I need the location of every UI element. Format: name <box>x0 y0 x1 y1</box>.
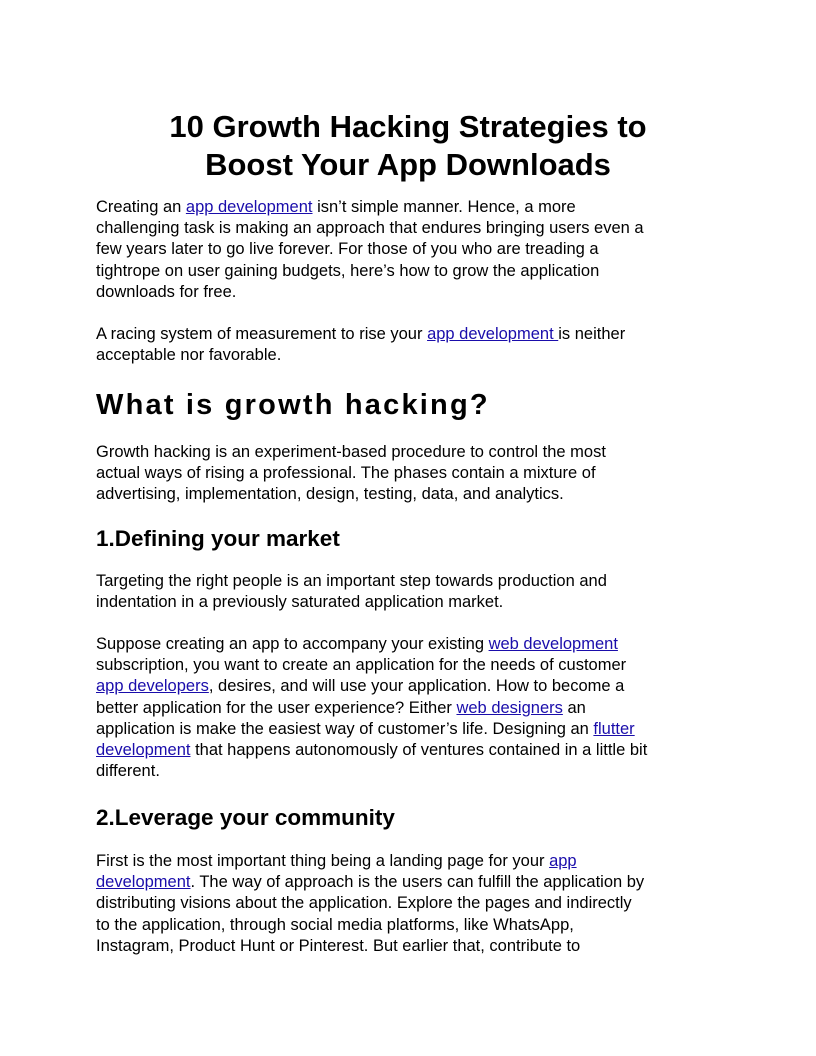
intro-text: isn’t simple manner. Hence, a more <box>312 198 576 216</box>
step2-text: First is the most important thing being a landing page for your <box>96 852 550 870</box>
flutter-development-link[interactable]: flutter <box>593 719 635 738</box>
intro-text: Creating an <box>96 198 186 216</box>
intro-line-3: few years later to go live forever. For those of you who are treading a <box>96 240 599 259</box>
racing-text: A racing system of measurement to rise your <box>96 325 428 343</box>
app-development-link[interactable]: development <box>96 873 191 892</box>
step1-text: application is make the easiest way of customer’s life. Designing an <box>96 719 594 738</box>
step1-p2-line-1 <box>96 634 726 655</box>
racing-text: is neither <box>558 325 626 343</box>
page-title <box>96 108 720 184</box>
step1-p2-line-3 <box>96 676 726 697</box>
racing-line-1 <box>96 324 726 345</box>
intro-line-2: challenging task is making an approach that endures bringing users even a <box>96 219 644 238</box>
intro-line-5: downloads for free. <box>96 282 237 301</box>
intro-line-4: tightrope on user gaining budgets, here’s how to grow the application <box>96 261 600 280</box>
step2-line-3: distributing visions about the application. Explore the pages and indirectly <box>96 894 632 913</box>
racing-line-2: acceptable nor favorable. <box>96 346 282 365</box>
title-line-2: Boost Your App Downloads <box>205 147 611 182</box>
step-1-paragraph-2 <box>96 634 726 782</box>
step1-text: better application for the user experience? Either <box>96 698 457 717</box>
growth-line-1: Growth hacking is an experiment-based procedure to control the most <box>96 443 606 461</box>
step1-p1-line-2: indentation in a previously saturated application market. <box>96 593 504 612</box>
step1-p2-line-4 <box>96 698 726 719</box>
step1-text: Suppose creating an app to accompany your existing <box>96 635 489 653</box>
step2-line-4: to the application, through social media platforms, like WhatsApp, <box>96 915 574 934</box>
app-developers-link[interactable]: app developers <box>96 677 209 696</box>
step-1-paragraph-1 <box>96 571 726 613</box>
app-development-link[interactable]: app <box>549 852 577 870</box>
step1-text: , desires, and will use your application. How to become a <box>208 677 625 696</box>
growth-line-3: advertising, implementation, design, testing, data, and analytics. <box>96 485 564 504</box>
app-development-link[interactable]: app development <box>185 198 313 216</box>
step-2-paragraph <box>96 851 726 957</box>
section-heading-growth-hacking: What is growth hacking? <box>96 389 490 421</box>
step1-p2-line-7: different. <box>96 762 160 781</box>
step2-line-1 <box>96 851 726 872</box>
web-designers-link[interactable]: web designers <box>456 698 563 717</box>
web-development-link[interactable]: web development <box>488 635 618 653</box>
step1-text: an <box>562 698 586 717</box>
step-1-heading: 1.Defining your market <box>96 526 340 551</box>
growth-paragraph <box>96 442 726 506</box>
step2-line-5: Instagram, Product Hunt or Pinterest. But earlier that, contribute to <box>96 936 581 955</box>
step1-p2-line-6 <box>96 740 726 761</box>
step1-p1-line-1: Targeting the right people is an important step towards production and <box>96 572 607 590</box>
step1-p2-line-5 <box>96 719 726 740</box>
step-2-heading: 2.Leverage your community <box>96 805 395 830</box>
growth-line-2: actual ways of rising a professional. The phases contain a mixture of <box>96 464 596 483</box>
intro-line-1 <box>96 197 726 218</box>
step1-p2-line-2: subscription, you want to create an application for the needs of customer <box>96 656 627 675</box>
intro-paragraph <box>96 197 726 303</box>
title-line-1: 10 Growth Hacking Strategies to <box>169 109 647 144</box>
step2-line-2 <box>96 872 726 893</box>
step1-text: that happens autonomously of ventures contained in a little bit <box>190 741 648 760</box>
step2-text: . The way of approach is the users can fulfill the application by <box>190 873 645 892</box>
flutter-development-link[interactable]: development <box>96 741 191 760</box>
racing-paragraph <box>96 324 726 366</box>
app-development-link[interactable]: app development <box>427 325 559 343</box>
